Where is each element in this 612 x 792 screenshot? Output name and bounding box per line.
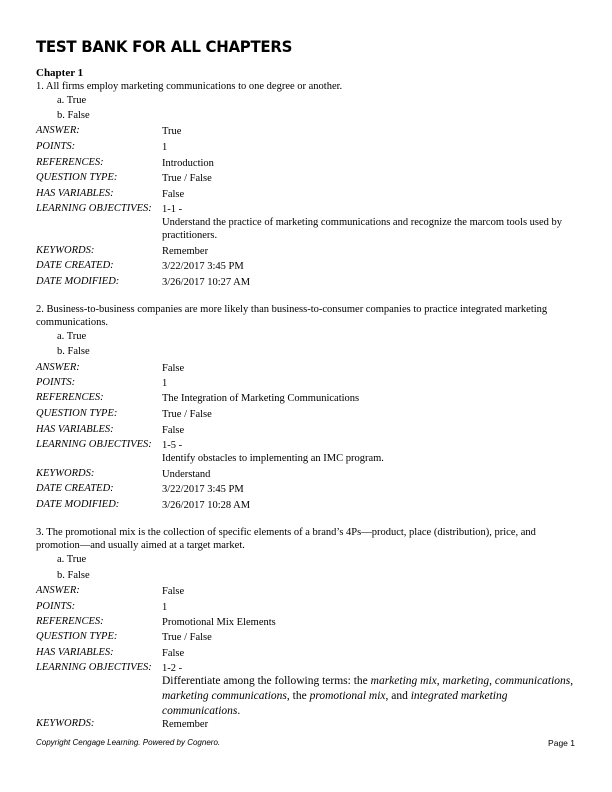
- learning-objectives-label: LEARNING OBJECTIVES:: [36, 439, 152, 450]
- lo-text-part: , and: [385, 690, 411, 702]
- keywords-value: Understand: [162, 469, 211, 480]
- points-value: 1: [162, 602, 168, 613]
- references-label: REFERENCES:: [36, 392, 104, 403]
- learning-objective-code: 1-1 -: [162, 204, 183, 215]
- learning-objective-code: 1-5 -: [162, 440, 183, 451]
- date-created-label: DATE CREATED:: [36, 483, 114, 494]
- footer-copyright: Copyright Cengage Learning. Powered by Cognero.: [36, 738, 221, 747]
- option-b: b. False: [57, 570, 90, 581]
- lo-term: integrated marketing communications: [162, 690, 508, 717]
- learning-objective-text: [162, 674, 582, 719]
- references-label: REFERENCES:: [36, 616, 104, 627]
- learning-objectives-label: LEARNING OBJECTIVES:: [36, 203, 152, 214]
- question-text: 1. All firms employ marketing communications to one degree or another.: [36, 81, 343, 92]
- keywords-label: KEYWORDS:: [36, 245, 95, 256]
- references-label: REFERENCES:: [36, 157, 104, 168]
- lo-term: communications: [494, 675, 571, 687]
- points-label: POINTS:: [36, 141, 76, 152]
- question-type-value: True / False: [162, 632, 212, 643]
- option-b: b. False: [57, 346, 90, 357]
- question-text: 3. The promotional mix is the collection of specific elements of a brand’s 4Ps—product, place (distribution), price, and promotion—and usually aimed at a target market.: [36, 527, 536, 551]
- date-created-value: 3/22/2017 3:45 PM: [162, 261, 244, 272]
- date-created-label: DATE CREATED:: [36, 260, 114, 271]
- lo-text-part: ,: [570, 675, 574, 687]
- points-label: POINTS:: [36, 601, 76, 612]
- has-variables-label: HAS VARIABLES:: [36, 647, 114, 658]
- learning-objective-code: 1-2 -: [162, 663, 183, 674]
- date-created-value: 3/22/2017 3:45 PM: [162, 484, 244, 495]
- has-variables-value: False: [162, 425, 185, 436]
- question-type-label: QUESTION TYPE:: [36, 408, 118, 419]
- references-value: Introduction: [162, 158, 214, 169]
- points-value: 1: [162, 142, 168, 153]
- question-type-value: True / False: [162, 409, 212, 420]
- date-modified-label: DATE MODIFIED:: [36, 276, 120, 287]
- references-value: Promotional Mix Elements: [162, 617, 276, 628]
- option-a: a. True: [57, 331, 87, 342]
- date-modified-value: 3/26/2017 10:28 AM: [162, 500, 251, 511]
- question-type-value: True / False: [162, 173, 212, 184]
- page-title: TEST BANK FOR ALL CHAPTERS: [36, 37, 293, 57]
- answer-label: ANSWER:: [36, 362, 80, 373]
- lo-term: promotional mix: [309, 690, 386, 702]
- answer-label: ANSWER:: [36, 585, 80, 596]
- page-number: Page 1: [548, 738, 575, 748]
- has-variables-label: HAS VARIABLES:: [36, 188, 114, 199]
- date-modified-value: 3/26/2017 10:27 AM: [162, 277, 251, 288]
- lo-term: marketing: [442, 675, 490, 687]
- learning-objectives-label: LEARNING OBJECTIVES:: [36, 662, 152, 673]
- points-value: 1: [162, 378, 168, 389]
- answer-label: ANSWER:: [36, 125, 80, 136]
- keywords-label: KEYWORDS:: [36, 468, 95, 479]
- has-variables-value: False: [162, 648, 185, 659]
- lo-text-part: , the: [286, 690, 310, 702]
- references-value: The Integration of Marketing Communications: [162, 393, 360, 404]
- lo-text-part: .: [237, 705, 241, 717]
- learning-objective-text: Identify obstacles to implementing an IMC program.: [162, 453, 384, 464]
- option-a: a. True: [57, 554, 87, 565]
- has-variables-value: False: [162, 189, 185, 200]
- question-type-label: QUESTION TYPE:: [36, 172, 118, 183]
- question-type-label: QUESTION TYPE:: [36, 631, 118, 642]
- answer-value: False: [162, 586, 185, 597]
- lo-term: marketing communications: [162, 690, 287, 702]
- question-text: 2. Business-to-business companies are more likely than business-to-consumer companies to practice integrated marketing communications.: [36, 304, 548, 328]
- keywords-label: KEYWORDS:: [36, 718, 95, 729]
- answer-value: False: [162, 363, 185, 374]
- lo-text-part: Differentiate among the following terms: the: [162, 675, 371, 687]
- has-variables-label: HAS VARIABLES:: [36, 424, 114, 435]
- lo-text-part: ,: [489, 675, 495, 687]
- date-modified-label: DATE MODIFIED:: [36, 499, 120, 510]
- points-label: POINTS:: [36, 377, 76, 388]
- lo-text-part: ,: [436, 675, 443, 687]
- option-a: a. True: [57, 95, 87, 106]
- lo-term: marketing mix: [370, 675, 437, 687]
- learning-objective-text: Understand the practice of marketing communications and recognize the marcom tools used by practitioners.: [162, 217, 563, 241]
- chapter-heading: Chapter 1: [36, 67, 84, 79]
- keywords-value: Remember: [162, 246, 209, 257]
- answer-value: True: [162, 126, 182, 137]
- keywords-value: Remember: [162, 719, 209, 730]
- option-b: b. False: [57, 110, 90, 121]
